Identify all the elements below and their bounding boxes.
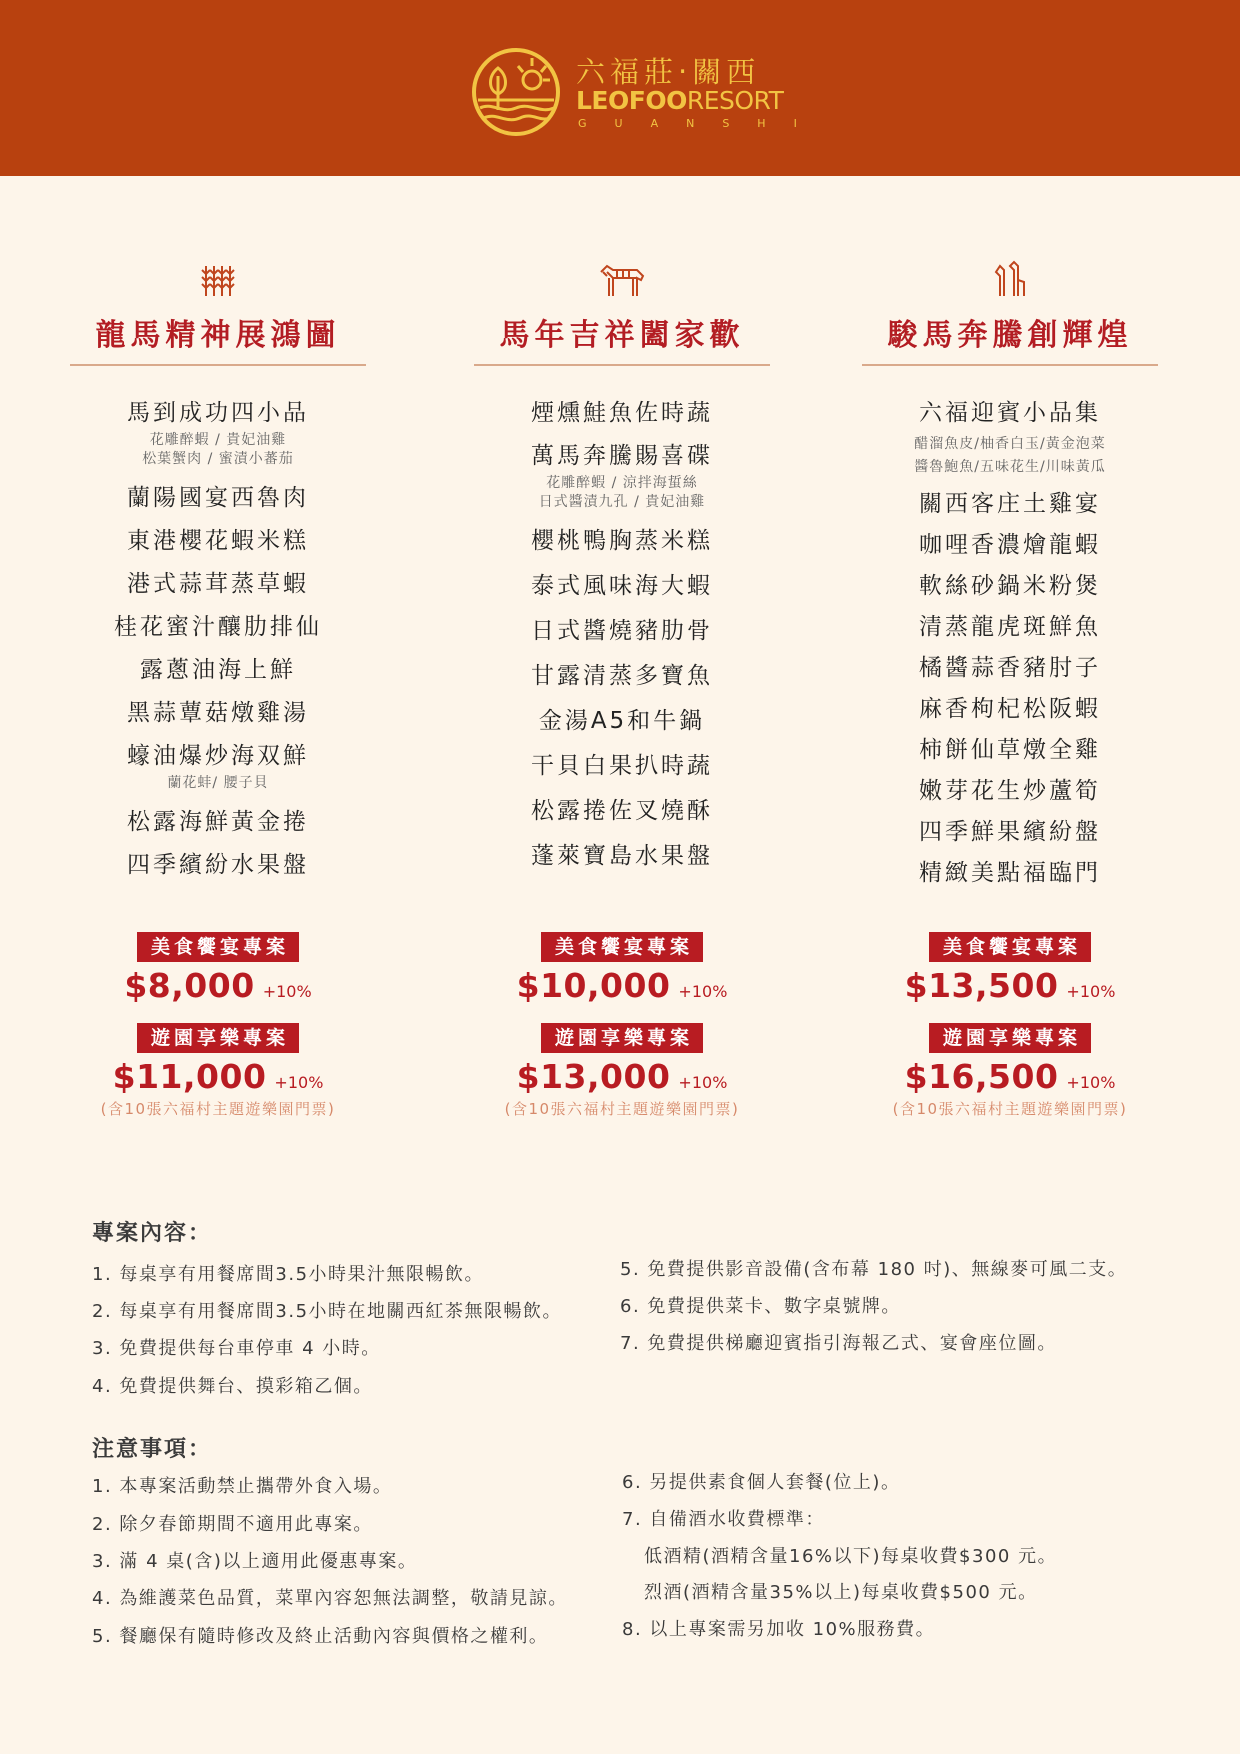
dish-name: 關西客庄土雞宴 [919,491,1101,517]
dish-name: 橘醬蒜香豬肘子 [919,655,1101,681]
dish-name: 四季鮮果繽紛盤 [919,819,1101,845]
dish-name: 煙燻鮭魚佐時蔬 [531,400,713,426]
dish-name: 精緻美點福臨門 [919,860,1101,886]
plan-content-item: 6. 免費提供菜卡、數字桌號牌。 [620,1296,901,1317]
note-item: 2. 除夕春節期間不適用此專案。 [92,1514,373,1535]
price-block-2 [422,932,822,1119]
brand-name-en-bold: LEOFOO [576,86,687,115]
brand-name-en-light: RESORT [686,86,784,115]
plan-badge-banquet: 美食饗宴專案 [929,932,1091,962]
dish-name: 東港櫻花蝦米糕 [127,528,309,554]
dish-detail: 花雕醉蝦 / 涼拌海蜇絲 [546,475,698,491]
dish-name: 露蔥油海上鮮 [140,657,296,683]
ticket-note: (含10張六福村主題遊樂園門票) [100,1100,336,1118]
dish-name: 港式蒜茸蒸草蝦 [127,571,309,597]
dish-name: 四季繽紛水果盤 [127,852,309,878]
brand-subtitle: GUANSHI [578,117,825,130]
plan-price: $8,000 [124,966,255,1005]
service-charge: +10% [1066,1073,1116,1092]
title-divider [474,364,770,366]
dish-name: 蠔油爆炒海双鮮 [127,743,309,769]
zebra-icon [597,262,647,298]
dish-name: 咖哩香濃燴龍蝦 [919,532,1101,558]
dish-detail: 蘭花蚌/ 腰子貝 [167,775,269,791]
dish-name: 嫩芽花生炒蘆筍 [919,778,1101,804]
brand-name-cn: 六福莊‧關西 [576,55,761,89]
title-divider [70,364,366,366]
note-item: 5. 餐廳保有隨時修改及終止活動內容與價格之權利。 [92,1626,549,1647]
plan-price: $10,000 [516,966,671,1005]
dish-list [422,394,822,870]
plan-content-item: 4. 免費提供舞台、摸彩箱乙個。 [92,1376,373,1397]
dish-name: 軟絲砂鍋米粉煲 [919,573,1101,599]
dish-name: 柿餅仙草燉全雞 [919,737,1101,763]
service-charge: +10% [678,1073,728,1092]
plan-price: $13,000 [516,1057,671,1096]
note-item: 7. 自備酒水收費標準： [622,1509,825,1530]
dish-name: 六福迎賓小品集 [919,400,1101,426]
wheat-icon [200,262,236,298]
plan-badge-banquet: 美食饗宴專案 [541,932,703,962]
giraffe-icon [992,260,1028,298]
note-item: 4. 為維護菜色品質，菜單內容恕無法調整，敬請見諒。 [92,1588,568,1609]
plan-badge-park: 遊園享樂專案 [137,1023,299,1053]
brand-name-en [576,86,783,115]
dish-name: 甘露清蒸多寶魚 [531,663,713,689]
leofoo-logo-icon [470,46,562,138]
menu-title-3: 駿馬奔騰創輝煌 [887,318,1133,353]
dish-detail: 花雕醉蝦 / 貴妃油雞 [149,432,287,448]
plan-badge-park: 遊園享樂專案 [541,1023,703,1053]
ticket-note: (含10張六福村主題遊樂園門票) [504,1100,740,1118]
plan-content-title: 專案內容： [92,1221,213,1246]
note-item: 低酒精(酒精含量16%以下)每桌收費$300 元。 [644,1546,1058,1567]
dish-name: 黑蒜蕈菇燉雞湯 [127,700,309,726]
header-banner [0,0,1240,176]
dish-name: 櫻桃鴨胸蒸米糕 [531,528,713,554]
dish-detail: 醋溜魚皮/柚香白玉/黃金泡菜 [914,436,1106,452]
plan-content-item: 3. 免費提供每台車停車 4 小時。 [92,1338,381,1359]
note-item: 3. 滿 4 桌(含)以上適用此優惠專案。 [92,1551,418,1572]
price-block-1 [18,932,418,1119]
dish-detail: 醬魯鮑魚/五味花生/川味黃瓜 [914,459,1106,475]
dish-name: 松露捲佐叉燒酥 [531,798,713,824]
note-item: 6. 另提供素食個人套餐(位上)。 [622,1472,901,1493]
menu-title-1: 龍馬精神展鴻圖 [95,318,341,353]
plan-content-item: 5. 免費提供影音設備(含布幕 180 吋)、無線麥可風二支。 [620,1259,1128,1280]
dish-name: 蓬萊寶島水果盤 [531,843,713,869]
dish-name: 桂花蜜汁釀肋排仙 [114,614,322,640]
dish-name: 麻香枸杞松阪蝦 [919,696,1101,722]
notes-title: 注意事項： [92,1437,213,1462]
plan-content-item: 7. 免費提供梯廳迎賓指引海報乙式、宴會座位圖。 [620,1333,1057,1354]
dish-name: 萬馬奔騰賜喜碟 [531,443,713,469]
ticket-note: (含10張六福村主題遊樂園門票) [892,1100,1128,1118]
dish-name: 馬到成功四小品 [127,400,309,426]
plan-price: $16,500 [904,1057,1059,1096]
dish-name: 日式醬燒豬肋骨 [531,618,713,644]
note-item: 8. 以上專案需另加收 10%服務費。 [622,1619,936,1640]
menu-title-2: 馬年吉祥闔家歡 [499,318,745,353]
dish-name: 松露海鮮黃金捲 [127,809,309,835]
plan-content-item: 2. 每桌享有用餐席間3.5小時在地關西紅茶無限暢飲。 [92,1301,563,1322]
note-item: 烈酒(酒精含量35%以上)每桌收費$500 元。 [644,1582,1038,1603]
plan-price: $11,000 [112,1057,267,1096]
service-charge: +10% [1066,982,1116,1001]
note-item: 1. 本專案活動禁止攜帶外食入場。 [92,1476,393,1497]
dish-name: 清蒸龍虎斑鮮魚 [919,614,1101,640]
service-charge: +10% [274,1073,324,1092]
dish-name: 干貝白果扒時蔬 [531,753,713,779]
plan-badge-park: 遊園享樂專案 [929,1023,1091,1053]
service-charge: +10% [678,982,728,1001]
service-charge: +10% [262,982,312,1001]
menu-column-2 [422,258,822,870]
menu-column-1 [18,258,418,879]
price-block-3 [810,932,1210,1119]
dish-name: 蘭陽國宴西魯肉 [127,485,309,511]
menu-column-3 [810,258,1210,887]
dish-list [18,394,418,879]
dish-name: 泰式風味海大蝦 [531,573,713,599]
title-divider [862,364,1158,366]
plan-price: $13,500 [904,966,1059,1005]
plan-content-item: 1. 每桌享有用餐席間3.5小時果汁無限暢飲。 [92,1264,485,1285]
dish-list [810,394,1210,887]
dish-name: 金湯A5和牛鍋 [538,708,706,734]
dish-detail: 日式醬漬九孔 / 貴妃油雞 [538,494,706,510]
plan-badge-banquet: 美食饗宴專案 [137,932,299,962]
dish-detail: 松葉蟹肉 / 蜜漬小蕃茄 [142,451,294,467]
